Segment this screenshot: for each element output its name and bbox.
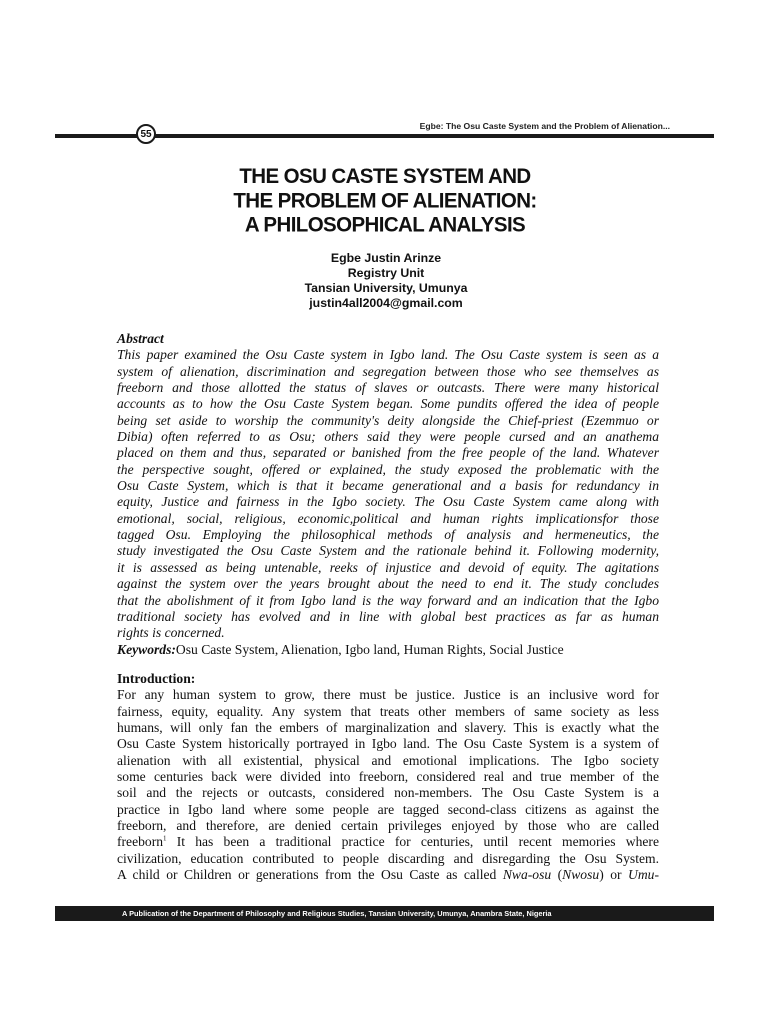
- abstract-line: freeborn and those allotted the status of slaves or outcasts. There were many historical: [117, 380, 659, 396]
- introduction-heading: Introduction:: [117, 671, 196, 686]
- page-number-badge: 55: [136, 124, 156, 144]
- intro-line: some centuries back were divided into freeborn, considered real and true member of the: [117, 769, 659, 785]
- introduction-section: [117, 671, 659, 883]
- abstract-line: system of alienation, discrimination and segregation between those who see themselves as: [117, 363, 659, 379]
- abstract-line: Osu Caste System, which is that it became generational and a basis for redundancy in: [117, 478, 659, 494]
- intro-line: soil and the rejects or outcasts, considered non-members. The Osu Caste System is a: [117, 785, 659, 801]
- abstract-line: emotional, social, religious, economic,political and human rights implicationsfor those: [117, 510, 659, 526]
- intro-text: freeborn: [117, 834, 164, 850]
- intro-text: It has been a traditional practice for centuries, until recent memories where: [166, 834, 659, 850]
- intro-line: freeborn, and therefore, are denied certain privileges enjoyed by those who are called: [117, 818, 659, 834]
- intro-term: Nwosu: [562, 867, 600, 883]
- author-institution: Tansian University, Umunya: [304, 281, 468, 295]
- keywords-text: Osu Caste System, Alienation, Igbo land, Human Rights, Social Justice: [175, 641, 564, 657]
- publication-footer: A Publication of the Department of Philosophy and Religious Studies, Tansian University, Umunya, Anambra State, Nigeria: [55, 906, 714, 921]
- abstract-line: placed on them and thus, separated or banished from the free people of the land. Whatever: [117, 445, 659, 461]
- keywords-label: Keywords:: [117, 641, 176, 657]
- abstract-line: This paper examined the Osu Caste system in Igbo land. The Osu Caste system is seen as a: [117, 347, 659, 363]
- abstract-line: the perspective sought, offered or explained, the study exposed the problematic with the: [117, 461, 659, 477]
- abstract-heading: Abstract: [117, 331, 164, 346]
- intro-text: (: [551, 867, 563, 883]
- abstract-line: equity, Justice and fairness in the Igbo society. The Osu Caste System came along with: [117, 494, 659, 510]
- author-email: justin4all2004@gmail.com: [309, 296, 463, 310]
- article-title: [150, 164, 620, 236]
- abstract-line: accounts as to how the Osu Caste System began. Some pundits offered the idea of people: [117, 396, 659, 412]
- abstract-line: Dibia) often referred to as Osu; others said they were people cursed and an anathema: [117, 429, 659, 445]
- running-head: Egbe: The Osu Caste System and the Problem of Alienation...: [419, 121, 670, 131]
- intro-term: Nwa-osu: [502, 867, 552, 883]
- author-name: Egbe Justin Arinze: [330, 251, 442, 265]
- intro-text: ) or: [599, 867, 629, 883]
- intro-line: alienation with all existential, physical and emotional implications. The Igbo society: [117, 752, 659, 768]
- intro-line: fairness, equity, equality. Any system that treats other members of same society as less: [117, 703, 659, 719]
- intro-line: For any human system to grow, there must be justice. Justice is an inclusive word for: [117, 687, 659, 703]
- title-line: THE OSU CASTE SYSTEM AND: [239, 164, 531, 189]
- abstract-line: study investigated the Osu Caste System and the rationale behind it. Following modernity,: [117, 543, 659, 559]
- abstract-line: traditional society has evolved and in line with global best practices as far as human: [117, 608, 659, 624]
- title-line: A PHILOSOPHICAL ANALYSIS: [244, 212, 526, 237]
- abstract-line: tagged Osu. Employing the philosophical methods of analysis and hermeneutics, the: [117, 527, 659, 543]
- title-line: THE PROBLEM OF ALIENATION:: [233, 188, 537, 213]
- intro-text: A child or Children or generations from the Osu Caste as called: [117, 867, 503, 883]
- abstract-line: that the abolishment of it from Igbo land is the way forward and an indication that the Igbo: [117, 592, 659, 608]
- intro-line: civilization, education contributed to people discarding and disregarding the Osu System.: [117, 850, 659, 866]
- keywords-line: [117, 642, 659, 658]
- author-unit: Registry Unit: [347, 266, 425, 280]
- intro-line: practice in Igbo land where some people are tagged second-class citizens as against the: [117, 801, 659, 817]
- abstract-line: being set aside to worship the community's deity alongside the Chief-priest (Ezemmuo or: [117, 412, 659, 428]
- abstract-line: against the system over the years brought about the need to end it. The study concludes: [117, 576, 659, 592]
- intro-line: [117, 834, 659, 850]
- abstract-line: rights is concerned.: [117, 625, 225, 641]
- footnote-ref[interactable]: 1: [163, 834, 167, 843]
- abstract-section: [117, 331, 659, 658]
- abstract-line: it is assessed as being untenable, reeks of injustice and devoid of equity. The agitations: [117, 559, 659, 575]
- intro-line: Osu Caste System historically portrayed in Igbo land. The Osu Caste System is a system of: [117, 736, 659, 752]
- intro-line: humans, will only fan the embers of marginalization and slavery. This is exactly what the: [117, 720, 659, 736]
- author-block: [200, 251, 572, 311]
- intro-term: Umu-: [628, 867, 659, 883]
- intro-line: [117, 867, 659, 883]
